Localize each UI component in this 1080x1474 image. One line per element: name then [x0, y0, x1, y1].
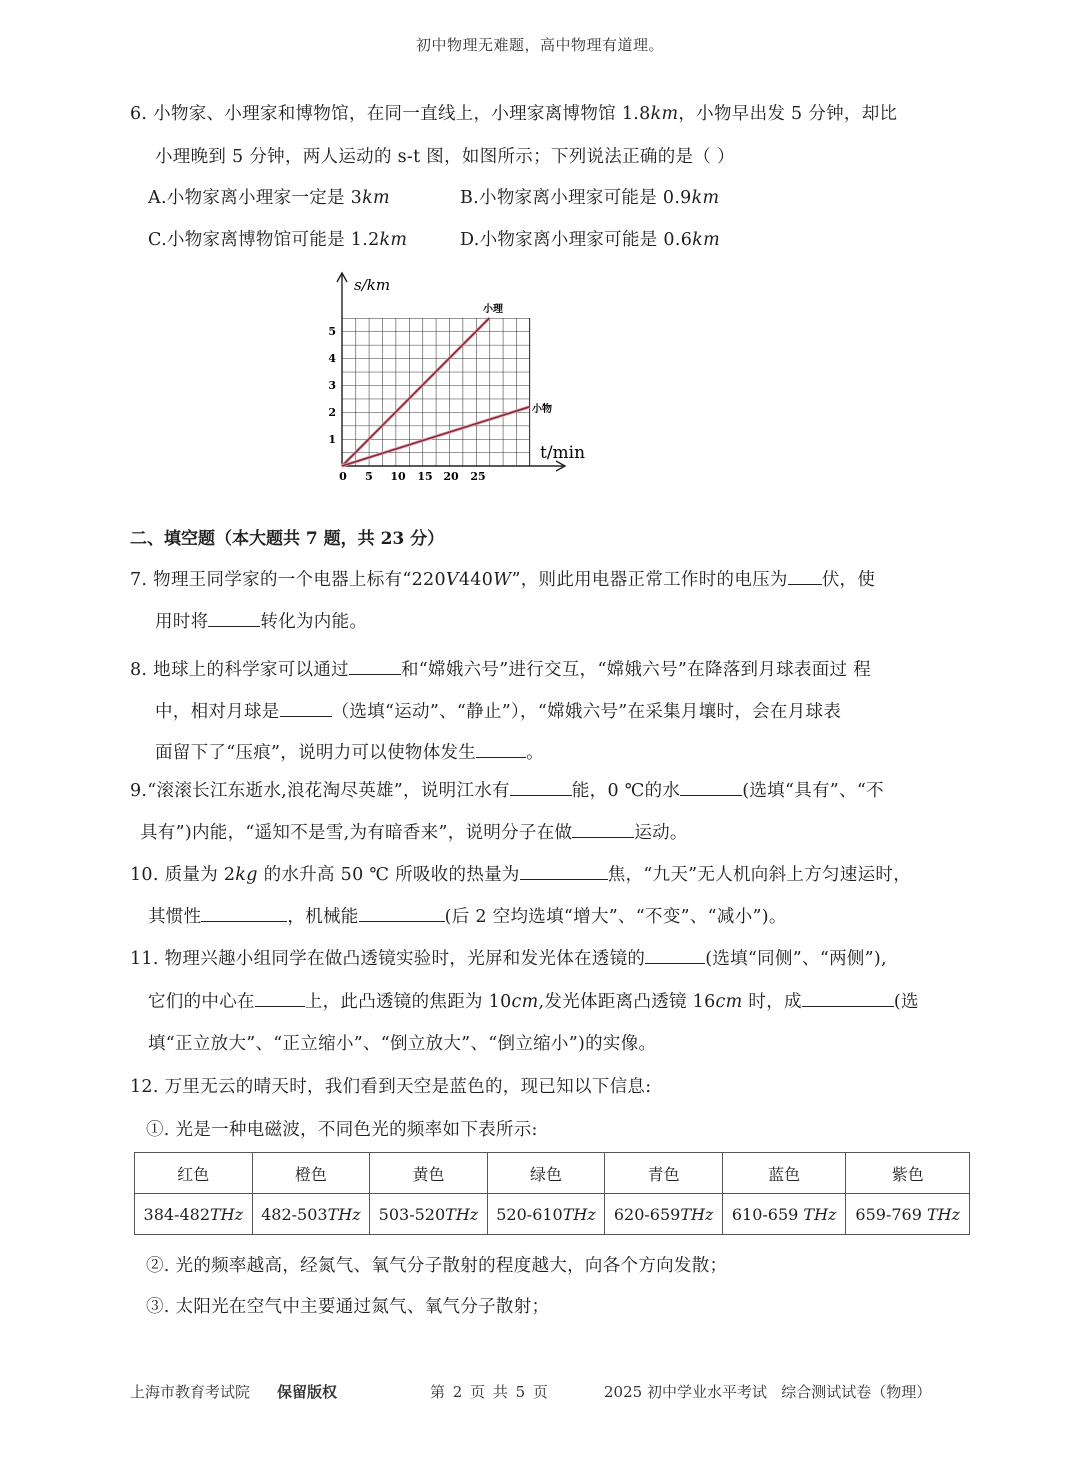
q11-line1: [130, 945, 887, 970]
q10-text: 的水升高 50 ℃ 所吸收的热量为: [257, 865, 520, 885]
option-text: C.小物家离博物馆可能是 1.2: [148, 230, 380, 250]
answer-blank[interactable]: [349, 658, 401, 675]
unit: km: [692, 230, 720, 250]
q10-text: 焦，“九天”无人机向斜上方匀速运时，: [607, 865, 912, 885]
q12-info1: ①. 光是一种电磁波，不同色光的频率如下表所示:: [146, 1120, 538, 1140]
q6-option-b: [460, 184, 719, 209]
q8-text: （选填“运动”、“静止”），“嫦娥六号”在采集月壤时，会在月球表: [331, 702, 842, 722]
answer-blank[interactable]: [520, 863, 608, 880]
svg-text:1: 1: [328, 433, 336, 446]
q11-text: 11. 物理兴趣小组同学在做凸透镜实验时，光屏和发光体在透镜的: [130, 949, 646, 969]
q10-text: 其惯性: [148, 907, 202, 927]
q9-line1: [130, 777, 884, 802]
svg-text:15: 15: [417, 470, 433, 483]
q6-line2: 小理晚到 5 分钟，两人运动的 s-t 图，如图所示；下列说法正确的是（ ）: [155, 147, 735, 167]
q7-text: 440: [458, 570, 494, 590]
q8-text: 8. 地球上的科学家可以通过: [130, 660, 349, 680]
footer-page-number: 第 2 页 共 5 页: [430, 1383, 548, 1401]
answer-blank[interactable]: [572, 821, 634, 838]
chart-grid: [342, 318, 530, 466]
table-cell: 610-659 THz: [722, 1194, 846, 1235]
answer-blank[interactable]: [645, 947, 705, 964]
option-text: D.小物家离小理家可能是 0.6: [460, 230, 693, 250]
answer-blank[interactable]: [510, 779, 572, 796]
q6-option-c: [148, 226, 407, 251]
q11-text: (选填“同侧”、“两侧”),: [705, 949, 887, 969]
q6-option-a: [148, 184, 390, 209]
table-cell: 520-610THz: [487, 1194, 605, 1235]
q11-text: 它们的中心在: [148, 992, 255, 1012]
st-graph: [318, 268, 598, 483]
svg-text:20: 20: [443, 470, 459, 483]
q9-line2: [140, 819, 688, 844]
table-header-row: [135, 1153, 970, 1194]
option-text: A.小物家离小理家一定是 3: [148, 188, 363, 208]
table-cell: 659-769 THz: [846, 1194, 970, 1235]
q9-text: 能，0 ℃的水: [571, 781, 681, 801]
q8-text: 中，相对月球是: [155, 702, 280, 722]
answer-blank[interactable]: [255, 990, 305, 1007]
x-axis-label: t/min: [540, 443, 586, 463]
svg-text:0: 0: [339, 470, 347, 483]
svg-text:3: 3: [328, 379, 336, 392]
svg-text:4: 4: [328, 352, 336, 365]
q7-text: ”，则此用电器正常工作时的电压为: [511, 570, 788, 590]
svg-text:5: 5: [365, 470, 373, 483]
answer-blank[interactable]: [788, 568, 822, 585]
q12-info3: ③. 太阳光在空气中主要通过氮气、氧气分子散射；: [146, 1297, 550, 1317]
table-header: 绿色: [487, 1153, 605, 1194]
answer-blank[interactable]: [280, 700, 332, 717]
table-cell: 503-520THz: [370, 1194, 488, 1235]
q11-text: 上，此凸透镜的焦距为 10: [304, 992, 512, 1012]
q9-text: 9.“滚滚长江东逝水,浪花淘尽英雄”，说明江水有: [130, 781, 510, 801]
table-header: 青色: [605, 1153, 723, 1194]
y-tick-labels: [328, 325, 336, 446]
answer-blank[interactable]: [201, 905, 287, 922]
q8-text: 面留下了“压痕”，说明力可以使物体发生: [155, 743, 477, 763]
answer-blank[interactable]: [359, 905, 445, 922]
q6-text: 6. 小物家、小理家和博物馆，在同一直线上，小理家离博物馆 1.8: [130, 104, 651, 124]
q7-text: 用时将: [155, 612, 209, 632]
q10-text: 10. 质量为 2: [130, 865, 236, 885]
unit: km: [650, 104, 679, 124]
q7-text: 7. 物理王同学家的一个电器上标有“220: [130, 570, 446, 590]
answer-blank[interactable]: [476, 741, 526, 758]
x-tick-labels: [339, 470, 485, 483]
q11-text: (选: [893, 992, 919, 1012]
unit: cm: [715, 992, 743, 1012]
q9-text: 具有”)内能，“遥知不是雪,为有暗香来”，说明分子在做: [140, 823, 573, 843]
q7-text: 伏，使: [821, 570, 876, 590]
q8-line3: [155, 739, 544, 764]
unit: km: [379, 230, 408, 250]
q10-line2: [148, 903, 787, 928]
q9-text: 运动。: [634, 823, 688, 843]
q11-text: ,发光体距离凸透镜 16: [538, 992, 716, 1012]
table-cell: 482-503THz: [252, 1194, 370, 1235]
q11-line3: 填“正立放大”、“正立缩小”、“倒立放大”、“倒立缩小”)的实像。: [148, 1034, 657, 1054]
q6-option-d: [460, 226, 720, 251]
footer-publisher: 上海市教育考试院: [130, 1383, 251, 1401]
footer-rights: 保留版权: [277, 1383, 338, 1401]
unit: km: [362, 188, 390, 208]
table-cell: 620-659THz: [605, 1194, 723, 1235]
answer-blank[interactable]: [802, 990, 894, 1007]
q8-line2: [155, 698, 841, 723]
table-header: 黄色: [370, 1153, 488, 1194]
unit: kg: [235, 865, 258, 885]
svg-text:10: 10: [390, 470, 406, 483]
q9-text: (选填“具有”、“不: [742, 781, 884, 801]
q7-line2: [155, 608, 367, 633]
q8-text: 。: [526, 743, 544, 763]
section-title: 二、填空题（本大题共 7 题，共 23 分）: [130, 529, 445, 549]
q7-line1: [130, 566, 875, 591]
q12-line1: 12. 万里无云的晴天时，我们看到天空是蓝色的，现已知以下信息:: [130, 1077, 652, 1097]
table-row: [135, 1194, 970, 1235]
unit: km: [691, 188, 720, 208]
table-header: 蓝色: [722, 1153, 846, 1194]
unit: W: [493, 570, 512, 590]
q6-line1: [130, 100, 897, 125]
unit: cm: [511, 992, 539, 1012]
q12-info2: ②. 光的频率越高，经氮气、氧气分子散射的程度越大，向各个方向发散；: [146, 1256, 728, 1276]
unit: V: [445, 570, 459, 590]
page-header-motto: 初中物理无难题，高中物理有道理。: [415, 36, 664, 54]
q10-text: ，机械能: [287, 907, 359, 927]
q11-text: 时，成: [742, 992, 802, 1012]
table-header: 橙色: [252, 1153, 370, 1194]
svg-text:2: 2: [328, 406, 336, 419]
q7-text: 转化为内能。: [260, 612, 368, 632]
table-header: 红色: [135, 1153, 253, 1194]
q10-text: (后 2 空均选填“增大”、“不变”、“减小”)。: [444, 907, 787, 927]
q8-text: 和“嫦娥六号”进行交互，“嫦娥六号”在降落到月球表面过 程: [400, 660, 872, 680]
legend-xiaoli: 小理: [483, 304, 503, 315]
legend-xiaowu: 小物: [532, 404, 552, 415]
q8-line1: [130, 656, 871, 681]
y-axis-label: s/km: [354, 276, 391, 294]
q10-line1: [130, 861, 911, 886]
q11-line2: [148, 988, 919, 1013]
footer-exam-title: 2025 初中学业水平考试 综合测试试卷（物理）: [604, 1383, 932, 1401]
color-frequency-table: [134, 1152, 970, 1235]
answer-blank[interactable]: [208, 610, 260, 627]
answer-blank[interactable]: [680, 779, 742, 796]
q6-text: ，小物早出发 5 分钟，却比: [678, 104, 898, 124]
svg-text:5: 5: [328, 325, 336, 338]
table-header: 紫色: [846, 1153, 970, 1194]
option-text: B.小物家离小理家可能是 0.9: [460, 188, 692, 208]
svg-text:25: 25: [470, 470, 486, 483]
table-cell: 384-482THz: [135, 1194, 253, 1235]
